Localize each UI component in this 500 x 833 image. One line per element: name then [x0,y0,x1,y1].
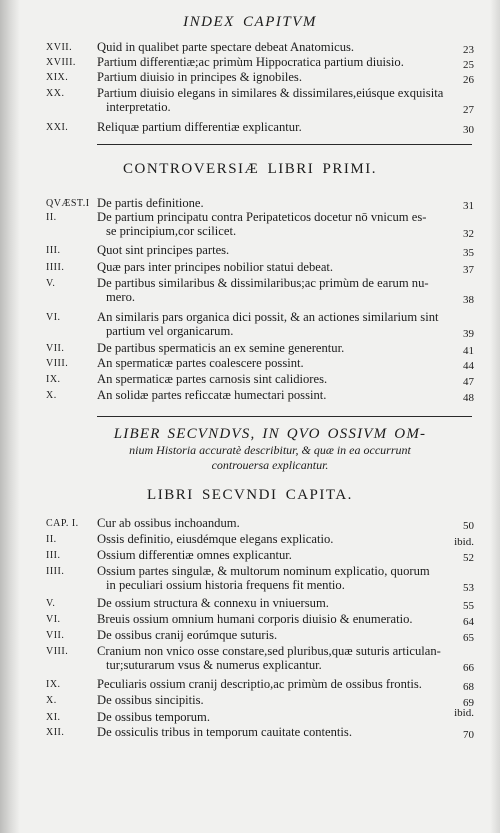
chapter-title [97,725,449,739]
chapter-title-line: partium vel organicarum. [106,324,234,338]
chapter-title [97,210,449,238]
divider-rule [97,144,472,145]
chapter-title [97,596,449,610]
chapter-title-line: De ossibus sincipitis. [97,693,204,707]
chapter-title-line: An solidæ partes reficcatæ humectari possint. [97,388,327,402]
chapter-title-line: De ossiculis tribus in temporum cauitate contentis. [97,725,352,739]
chapter-title-line: Ossis definitio, eiusdémque elegans explicatio. [97,532,334,546]
chapter-title [97,260,449,274]
page-number: 68 [463,681,474,693]
chapter-number: II. [46,534,57,545]
chapter-title [97,276,449,304]
chapter-number: IIII. [46,566,65,577]
chapter-title-line: Cranium non vnico osse constare,sed pluribus,quæ suturis articulan- [97,644,441,658]
chapter-title [97,40,449,54]
chapter-title [97,516,449,530]
chapter-number: VIII. [46,358,69,369]
chapter-title [97,372,449,386]
chapter-title-line: An spermaticæ partes coalescere possint. [97,356,304,370]
chapter-number: XXI. [46,122,69,133]
chapter-number: XVII. [46,42,73,53]
chapter-title [97,55,449,69]
chapter-title-line: Quot sint principes partes. [97,243,230,257]
chapter-number: X. [46,695,57,706]
chapter-title [97,196,449,210]
chapter-title-line: De ossium structura & connexu in vniuersum. [97,596,329,610]
chapter-title [97,86,449,114]
chapter-title-line: Partium differentiæ;ac primùm Hippocratica partium diuisio. [97,55,404,69]
page-number: 64 [463,616,474,628]
page-number: 52 [463,552,474,564]
chapter-title [97,612,449,626]
chapter-title-line: De partium principatu contra Peripateticos docetur nō vnicum es- [97,210,427,224]
page-number: 25 [463,59,474,71]
book2-title-line3: controuersa explicantur. [211,458,329,472]
chapter-title [97,677,449,691]
page-number: 32 [463,228,474,240]
book2-title-line2: nium Historia accuratè describitur, & quæ in ea occurrunt [129,443,411,457]
chapter-number: II. [46,212,57,223]
chapter-number: VIII. [46,646,69,657]
chapter-title-line: interpretatio. [106,100,171,114]
book2-title [60,425,480,473]
chapter-title [97,341,449,355]
page-number: 70 [463,729,474,741]
controversiae-heading: CONTROVERSIÆ LIBRI PRIMI. [123,161,377,177]
chapter-title-line: De partibus similaribus & dissimilaribus;ac primùm de earum nu- [97,276,429,290]
chapter-title [97,356,449,370]
page-number: 48 [463,392,474,404]
page-number: 27 [463,104,474,116]
page-number: 39 [463,328,474,340]
page-number: 44 [463,360,474,372]
page-number: 55 [463,600,474,612]
chapter-number: V. [46,598,56,609]
chapter-number: VII. [46,343,65,354]
chapter-title [97,532,449,546]
chapter-number: CAP. I. [46,518,79,529]
page-number: 41 [463,345,474,357]
chapter-title-line: Peculiaris ossium cranij descriptio,ac primùm de ossibus frontis. [97,677,422,691]
page-number: 23 [463,44,474,56]
chapter-title-line: tur;suturarum vsus & numerus explicantur. [106,658,322,672]
page-number: 38 [463,294,474,306]
chapter-number: XI. [46,712,61,723]
chapter-title-line: Partium diuisio in principes & ignobiles. [97,70,302,84]
chapter-title [97,644,449,672]
running-header: INDEX CAPITVM [183,14,317,30]
chapter-title [97,243,449,257]
chapter-title-line: Ossium partes singulæ, & multorum nominum explicatio, quorum [97,564,430,578]
page-number: 37 [463,264,474,276]
chapter-number: III. [46,245,61,256]
page-number: ibid. [454,707,474,719]
chapter-title [97,388,449,402]
page-number: 26 [463,74,474,86]
page-number: 65 [463,632,474,644]
page-number: 31 [463,200,474,212]
page-number: 30 [463,124,474,136]
chapter-number: VII. [46,630,65,641]
chapter-number: XII. [46,727,65,738]
page-number: ibid. [454,536,474,548]
chapter-number: IIII. [46,262,65,273]
chapter-title [97,710,449,724]
page-number: 66 [463,662,474,674]
chapter-number: VI. [46,614,61,625]
chapter-title-line: Ossium differentiæ omnes explicantur. [97,548,292,562]
chapter-title-line: in peculiari ossium historia frequens fit mentio. [106,578,345,592]
page-number: 69 [463,697,474,709]
page-number: 35 [463,247,474,259]
chapter-title-line: Quæ pars inter principes nobilior statui debeat. [97,260,334,274]
divider-rule [97,416,472,417]
chapter-title-line: Partium diuisio elegans in similares & dissimilares,eiúsque exquisita [97,86,444,100]
chapter-title-line: De ossibus cranij eorúmque suturis. [97,628,278,642]
chapter-number: VI. [46,312,61,323]
chapter-number: XIX. [46,72,69,83]
chapter-number: XVIII. [46,57,76,68]
book2-title-line1: LIBER SECVNDVS, IN QVO OSSIVM OM- [113,426,427,442]
chapter-title-line: An similaris pars organica dici possit, & an actiones similarium sint [97,310,439,324]
chapter-number: V. [46,278,56,289]
chapter-title-line: De ossibus temporum. [97,710,210,724]
page-number: 47 [463,376,474,388]
chapter-title-line: Quid in qualibet parte spectare debeat Anatomicus. [97,40,355,54]
chapter-number: XX. [46,88,65,99]
chapter-title [97,120,449,134]
chapter-title-line: se principium,cor scilicet. [106,224,237,238]
chapter-number: III. [46,550,61,561]
chapter-number: IX. [46,374,61,385]
chapter-title [97,693,449,707]
page-number: 53 [463,582,474,594]
page-edge-shadow [490,0,500,833]
chapter-title [97,310,449,338]
capita-heading: LIBRI SECVNDI CAPITA. [147,487,353,503]
chapter-number: X. [46,390,57,401]
chapter-title-line: De partis definitione. [97,196,204,210]
page-number: 50 [463,520,474,532]
chapter-number: IX. [46,679,61,690]
chapter-title [97,564,449,592]
chapter-title-line: Breuis ossium omnium humani corporis diuisio & enumeratio. [97,612,413,626]
chapter-title-line: mero. [106,290,136,304]
chapter-title [97,548,449,562]
page-gutter-shadow [0,0,20,833]
chapter-number: QVÆST.I [46,198,90,209]
chapter-title-line: De partibus spermaticis an ex semine generentur. [97,341,345,355]
chapter-title-line: Cur ab ossibus inchoandum. [97,516,240,530]
chapter-title-line: Reliquæ partium differentiæ explicantur. [97,120,302,134]
chapter-title-line: An spermaticæ partes carnosis sint calidiores. [97,372,328,386]
chapter-title [97,70,449,84]
chapter-title [97,628,449,642]
